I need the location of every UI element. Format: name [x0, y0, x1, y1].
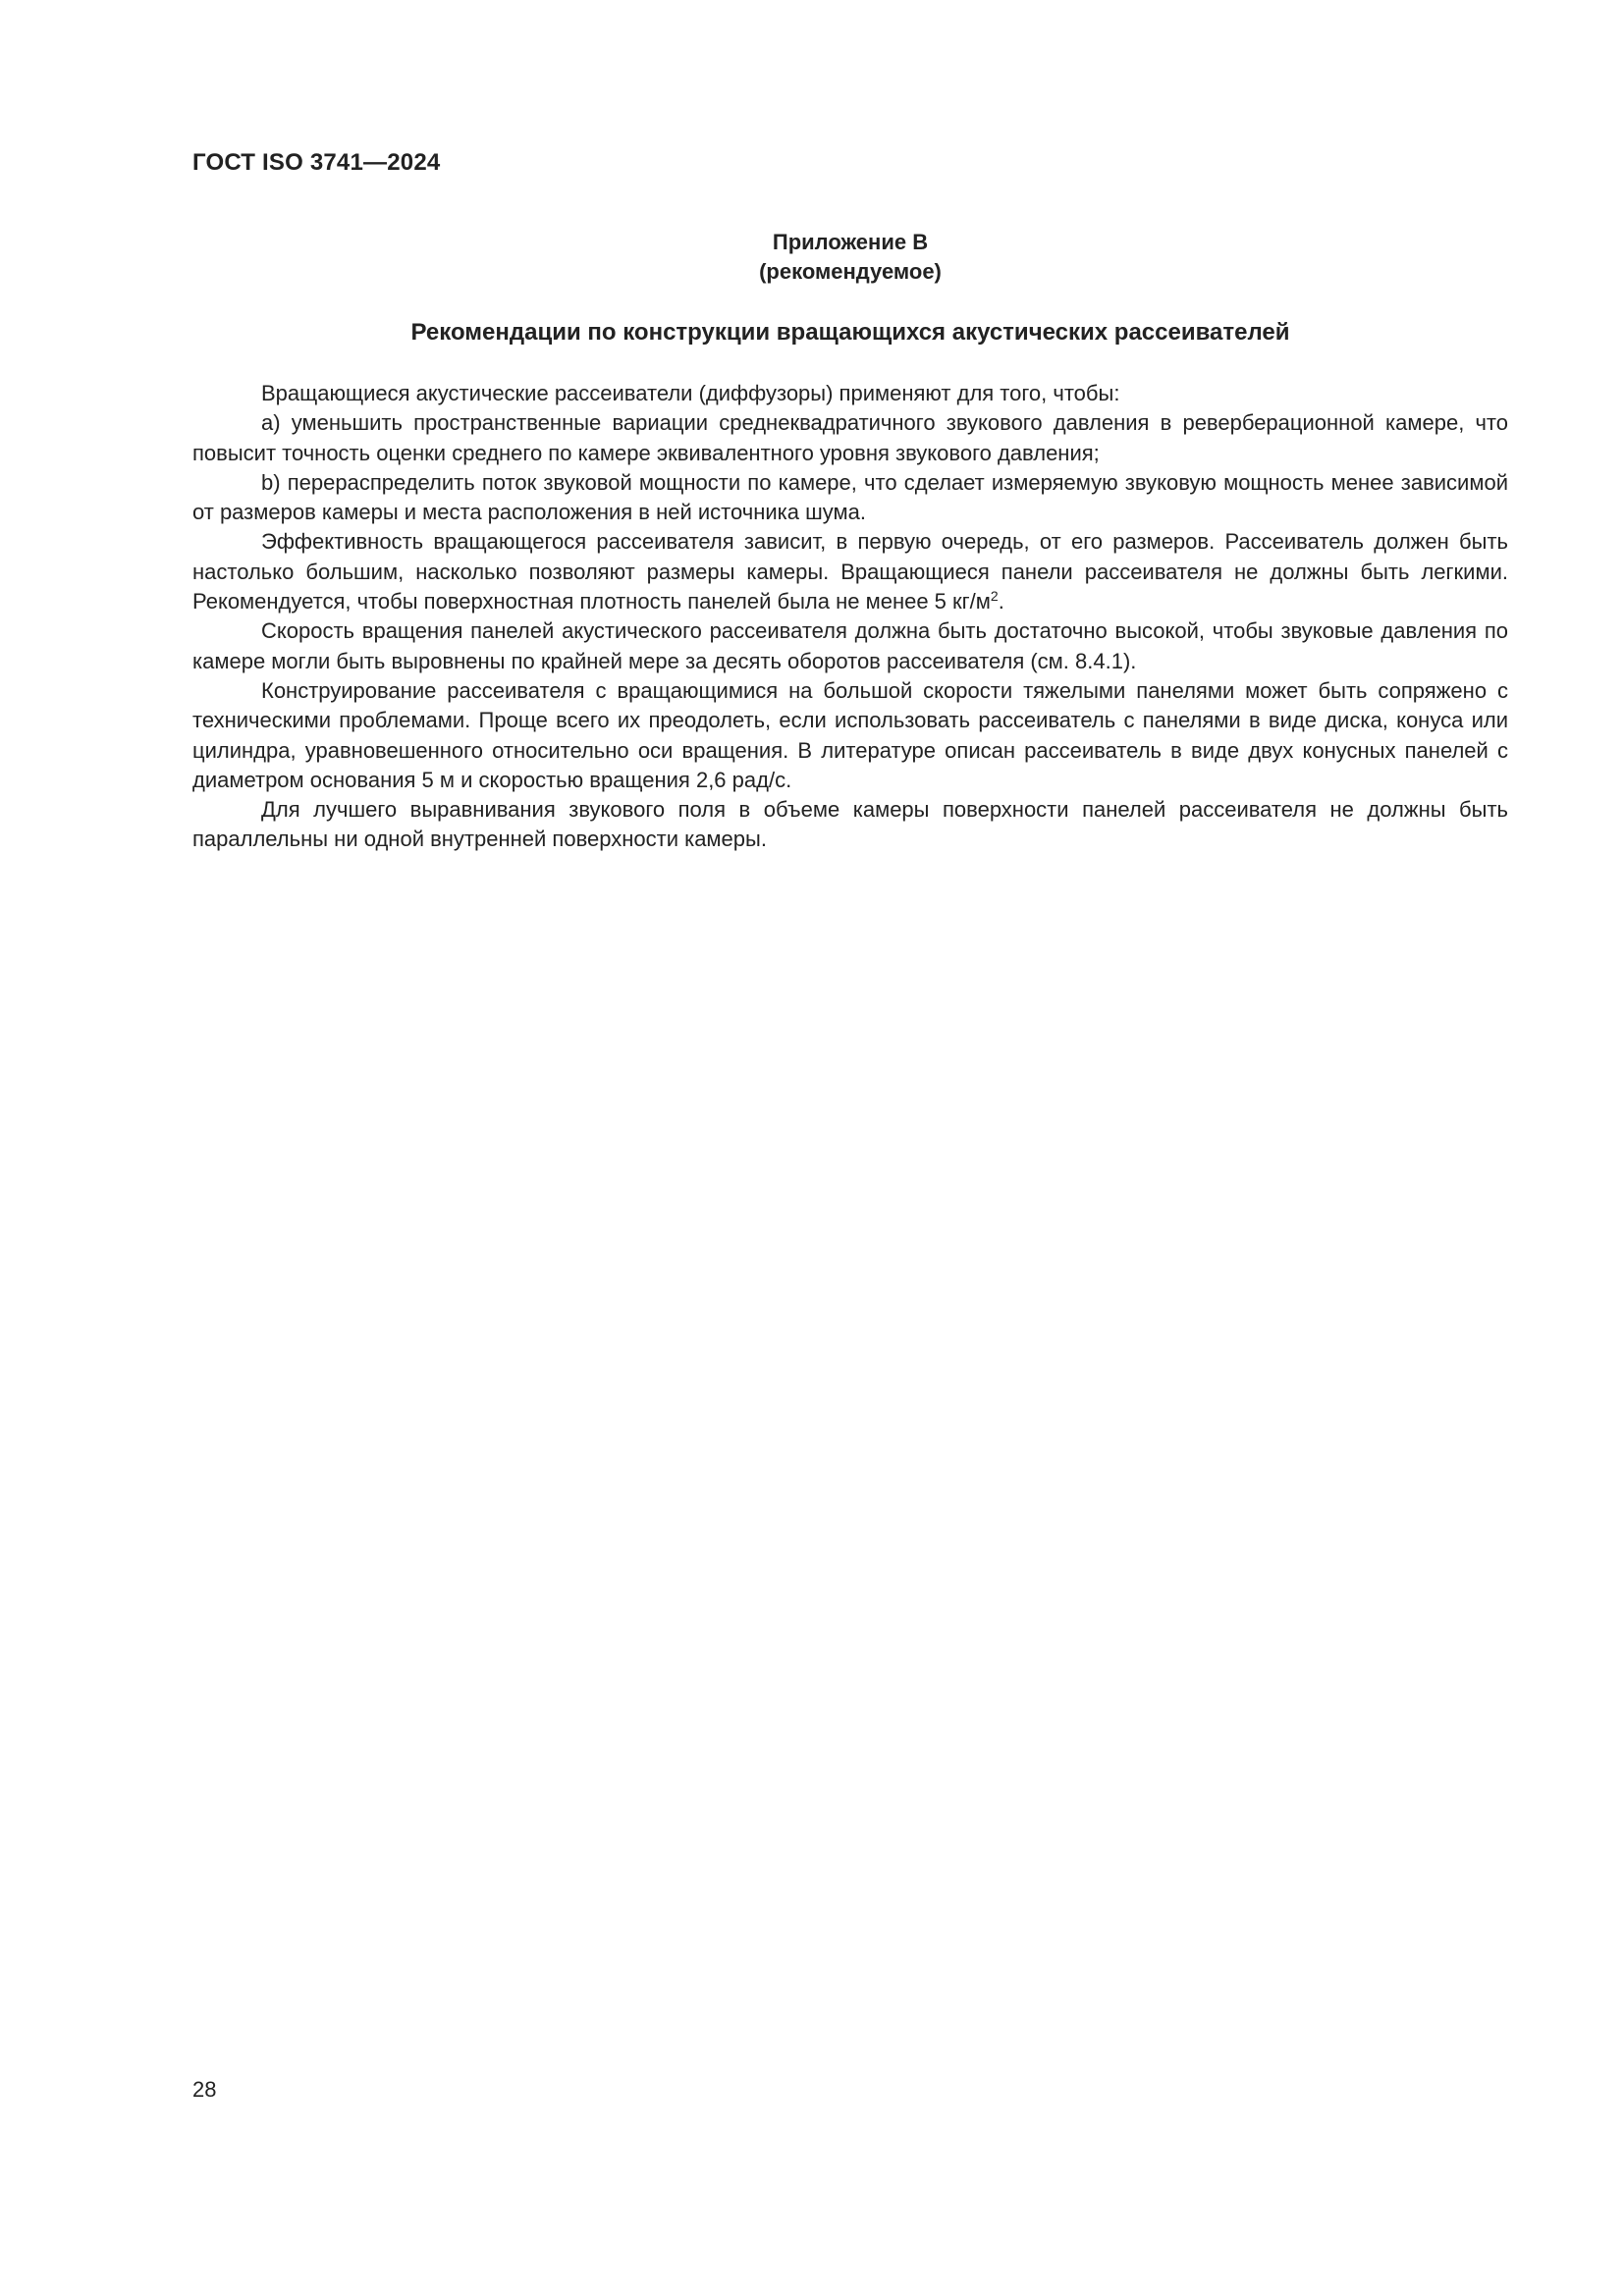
paragraph-rotation-speed: Скорость вращения панелей акустического рассеивателя должна быть достаточно высокой, чтобы звуковые давления по камере могли быть выровнены по крайней мере за десять оборотов рассеивателя (см. 8.4.1). [192, 618, 1508, 673]
page-number: 28 [192, 2077, 217, 2102]
efficiency-end: . [998, 589, 1004, 614]
paragraph-efficiency [192, 527, 1508, 616]
paragraph-sound-field: Для лучшего выравнивания звукового поля в объеме камеры поверхности панелей рассеивателя не должны быть параллельны ни одной внутренней поверхности камеры. [192, 797, 1508, 852]
annex-label: Приложение В [772, 230, 929, 254]
list-item-a: а) уменьшить пространственные вариации среднеквадратичного звукового давления в реверберационной камере, что повысит точность оценки среднего по камере эквивалентного уровня звукового давления; [192, 410, 1508, 465]
body-text [192, 379, 1508, 855]
annex-status: (рекомендуемое) [759, 259, 942, 284]
efficiency-text: Эффективность вращающегося рассеивателя зависит, в первую очередь, от его размеров. Рассеиватель должен быть настолько большим, насколько позволяют размеры камеры. Вращающиеся панели рассеивателя не должны быть легкими. Рекомендуется, чтобы поверхностная плотность панелей была не менее 5 кг/м [192, 529, 1508, 614]
annex-heading [192, 228, 1508, 287]
superscript-two: 2 [990, 588, 999, 605]
annex-title: Рекомендации по конструкции вращающихся акустических рассеивателей [410, 319, 1290, 346]
document-header: ГОСТ ISO 3741—2024 [192, 149, 441, 176]
paragraph-construction: Конструирование рассеивателя с вращающимися на большой скорости тяжелыми панелями может быть сопряжено с техническими проблемами. Проще всего их преодолеть, если использовать рассеиватель с панелями в виде диска, конуса или цилиндра, уравновешенного относительно оси вращения. В литературе описан рассеиватель в виде двух конусных панелей с диаметром основания 5 м и скоростью вращения 2,6 рад/с. [192, 677, 1508, 792]
paragraph-intro: Вращающиеся акустические рассеиватели (диффузоры) применяют для того, чтобы: [261, 381, 1120, 405]
list-item-b: b) перераспределить поток звуковой мощности по камере, что сделает измеряемую звуковую мощность менее зависимой от размеров камеры и места расположения в ней источника шума. [192, 469, 1508, 525]
